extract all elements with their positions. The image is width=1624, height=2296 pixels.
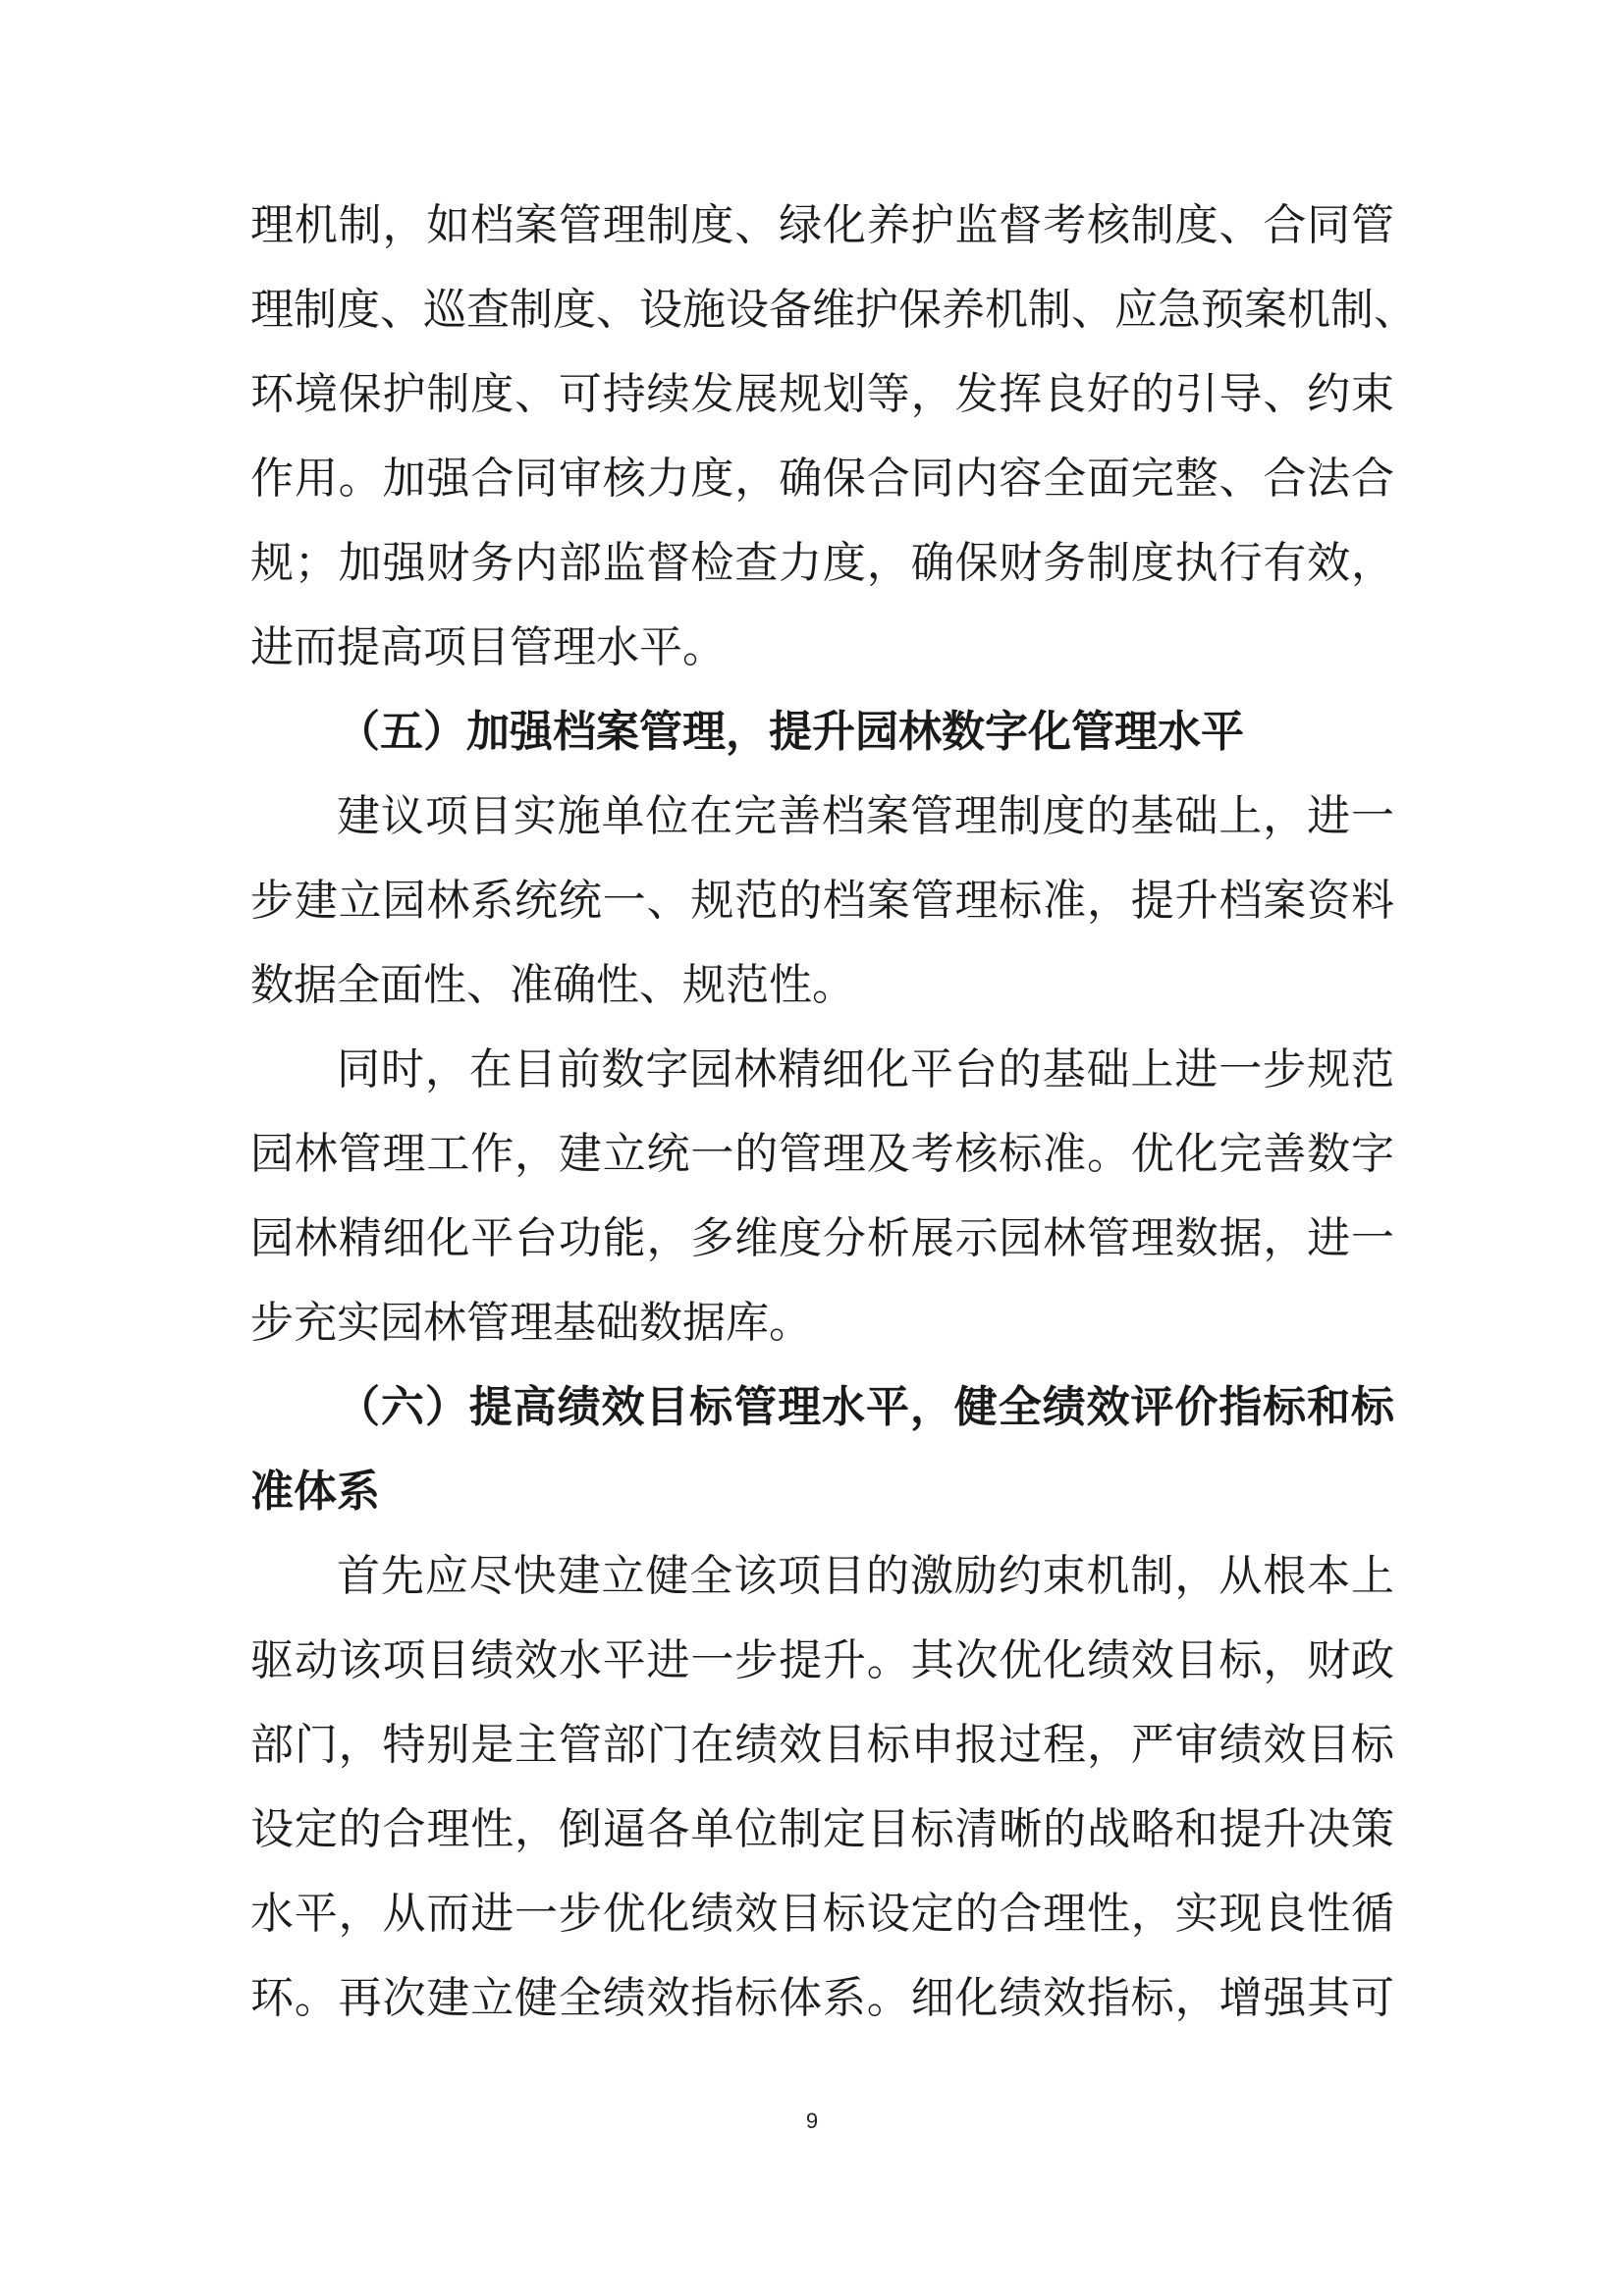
body-line: 作用。加强合同审核力度，确保合同内容全面完整、合法合 <box>250 454 1394 504</box>
body-line: 进而提高项目管理水平。 <box>250 622 726 672</box>
body-line: 园林精细化平台功能，多维度分析展示园林管理数据，进一 <box>250 1213 1394 1263</box>
paragraph-first-line: 建议项目实施单位在完善档案管理制度的基础上，进一 <box>337 791 1394 841</box>
body-line: 环。再次建立健全绩效指标体系。细化绩效指标，增强其可 <box>250 1973 1394 2023</box>
body-line: 园林管理工作，建立统一的管理及考核标准。优化完善数字 <box>250 1129 1394 1179</box>
body-line: 驱动该项目绩效水平进一步提升。其次优化绩效目标，财政 <box>250 1635 1394 1685</box>
section-heading-6-continued: 准体系 <box>250 1467 380 1517</box>
paragraph-first-line: 首先应尽快建立健全该项目的激励约束机制，从根本上 <box>337 1551 1394 1601</box>
body-line: 环境保护制度、可持续发展规划等，发挥良好的引导、约束 <box>250 369 1394 419</box>
paragraph-first-line: 同时，在目前数字园林精细化平台的基础上进一步规范 <box>337 1044 1394 1095</box>
body-line: 步建立园林系统统一、规范的档案管理标准，提升档案资料 <box>250 876 1394 926</box>
page-number: 9 <box>805 2109 819 2133</box>
body-line: 规；加强财务内部监督检查力度，确保财务制度执行有效， <box>250 538 1394 588</box>
body-line: 步充实园林管理基础数据库。 <box>250 1298 812 1348</box>
body-line: 设定的合理性，倒逼各单位制定目标清晰的战略和提升决策 <box>250 1804 1394 1854</box>
body-line: 数据全面性、准确性、规范性。 <box>250 960 855 1010</box>
section-heading-5: （五）加强档案管理，提升园林数字化管理水平 <box>337 707 1244 757</box>
section-heading-6: （六）提高绩效目标管理水平，健全绩效评价指标和标 <box>337 1382 1394 1432</box>
body-line: 理制度、巡查制度、设施设备维护保养机制、应急预案机制、 <box>250 285 1417 335</box>
body-line: 理机制，如档案管理制度、绿化养护监督考核制度、合同管 <box>250 200 1394 250</box>
body-line: 水平，从而进一步优化绩效目标设定的合理性，实现良性循 <box>250 1889 1394 1939</box>
body-line: 部门，特别是主管部门在绩效目标申报过程，严审绩效目标 <box>250 1720 1394 1770</box>
